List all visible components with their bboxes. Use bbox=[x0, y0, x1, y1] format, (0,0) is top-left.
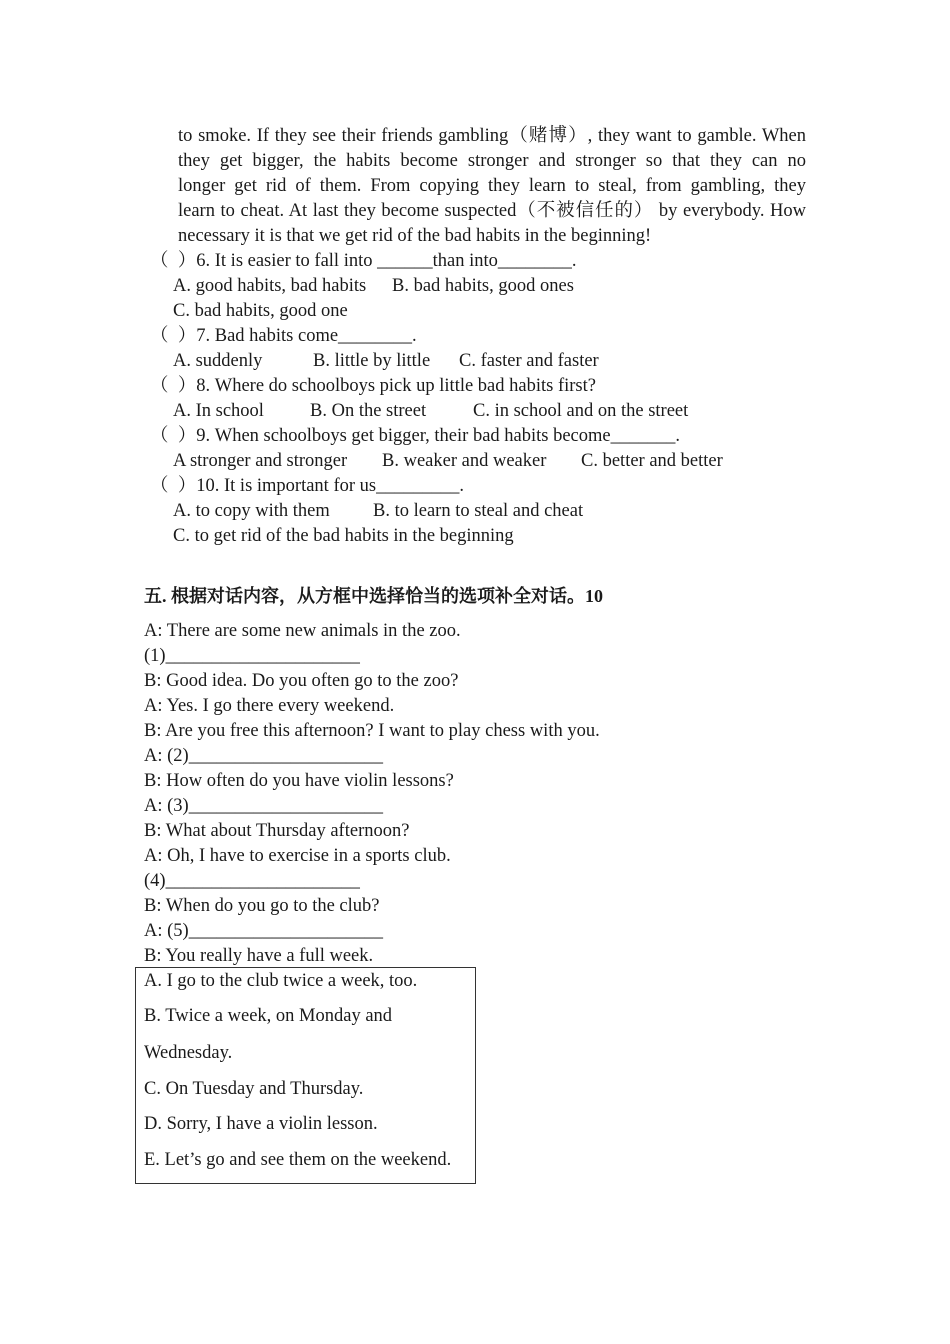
dialogue-line: A: (3)_____________________ bbox=[144, 796, 383, 816]
options-box bbox=[135, 967, 476, 1184]
dialogue-line: A: There are some new animals in the zoo. bbox=[144, 621, 461, 641]
option: C. in school and on the street bbox=[473, 401, 689, 421]
dialogue-line: A: Yes. I go there every weekend. bbox=[144, 696, 395, 716]
question-stem: （ ）10. It is important for us_________. bbox=[150, 476, 464, 496]
passage-line: learn to cheat. At last they become suspected（不被信任的） by everybody. How bbox=[178, 201, 806, 221]
box-option: Wednesday. bbox=[144, 1043, 233, 1063]
dialogue-line: B: When do you go to the club? bbox=[144, 896, 380, 916]
passage-line: they get bigger, the habits become stronger and stronger so that they can no bbox=[178, 151, 806, 171]
dialogue-line: A: (2)_____________________ bbox=[144, 746, 383, 766]
option: A. suddenly bbox=[173, 351, 263, 371]
dialogue-line: (4)_____________________ bbox=[144, 871, 360, 891]
passage-line: necessary it is that we get rid of the bad habits in the beginning! bbox=[178, 226, 652, 246]
box-option: D. Sorry, I have a violin lesson. bbox=[144, 1114, 378, 1134]
option: C. faster and faster bbox=[459, 351, 599, 371]
dialogue-line: B: You really have a full week. bbox=[144, 946, 374, 966]
dialogue-line: A: (5)_____________________ bbox=[144, 921, 383, 941]
box-option: E. Let’s go and see them on the weekend. bbox=[144, 1150, 452, 1170]
dialogue-line: B: Are you free this afternoon? I want to play chess with you. bbox=[144, 721, 600, 741]
box-option: A. I go to the club twice a week, too. bbox=[144, 971, 418, 991]
option: B. weaker and weaker bbox=[382, 451, 547, 471]
passage-line: longer get rid of them. From copying they learn to steal, from gambling, they bbox=[178, 176, 806, 196]
option: A. good habits, bad habits bbox=[173, 276, 367, 296]
dialogue-line: B: Good idea. Do you often go to the zoo? bbox=[144, 671, 459, 691]
option: A. to copy with them bbox=[173, 501, 330, 521]
passage-line: to smoke. If they see their friends gambling（赌博）, they want to gamble. When bbox=[178, 126, 806, 146]
question-stem: （ ）9. When schoolboys get bigger, their bad habits become_______. bbox=[150, 426, 680, 446]
option: B. bad habits, good ones bbox=[392, 276, 574, 296]
option: C. bad habits, good one bbox=[173, 301, 348, 321]
dialogue-line: B: What about Thursday afternoon? bbox=[144, 821, 410, 841]
option: A. In school bbox=[173, 401, 264, 421]
option: B. to learn to steal and cheat bbox=[373, 501, 584, 521]
option: B. On the street bbox=[310, 401, 427, 421]
box-option: B. Twice a week, on Monday and bbox=[144, 1006, 393, 1026]
option: A stronger and stronger bbox=[173, 451, 348, 471]
section-heading: 五. 根据对话内容，从方框中选择恰当的选项补全对话。10 bbox=[144, 586, 603, 606]
option: B. little by little bbox=[313, 351, 431, 371]
question-stem: （ ）8. Where do schoolboys pick up little bad habits first? bbox=[150, 376, 596, 396]
question-stem: （ ）6. It is easier to fall into ______than into________. bbox=[150, 251, 577, 271]
option: C. to get rid of the bad habits in the beginning bbox=[173, 526, 514, 546]
dialogue-line: A: Oh, I have to exercise in a sports club. bbox=[144, 846, 451, 866]
box-option: C. On Tuesday and Thursday. bbox=[144, 1079, 364, 1099]
dialogue-line: B: How often do you have violin lessons? bbox=[144, 771, 454, 791]
question-stem: （ ）7. Bad habits come________. bbox=[150, 326, 417, 346]
option: C. better and better bbox=[581, 451, 723, 471]
dialogue-line: (1)_____________________ bbox=[144, 646, 360, 666]
